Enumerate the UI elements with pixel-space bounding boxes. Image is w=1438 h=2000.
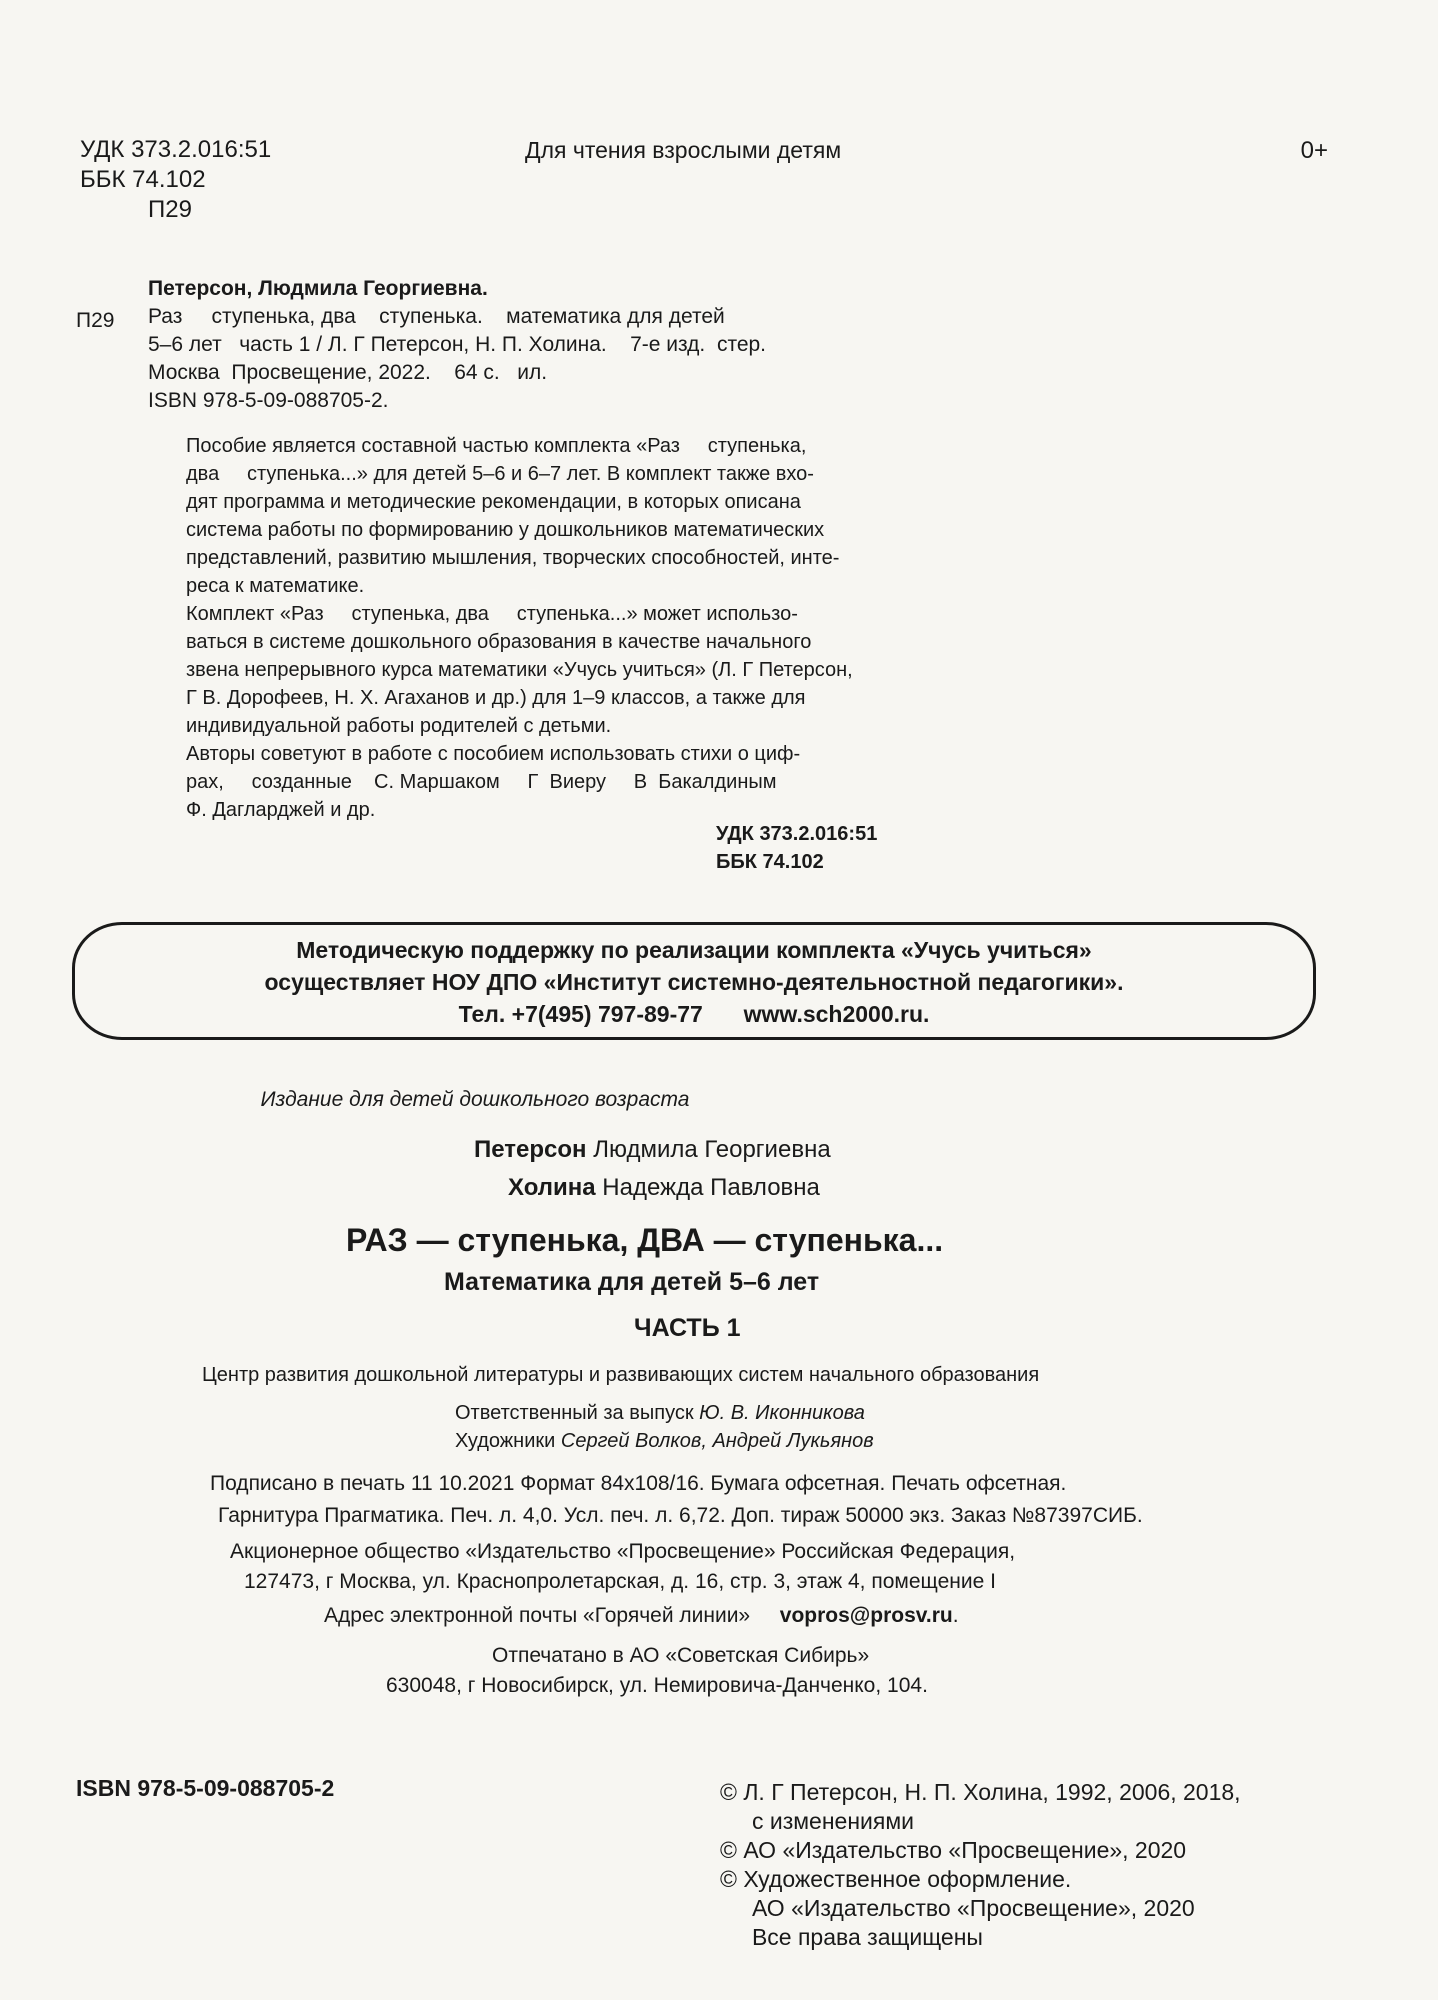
age-note: Для чтения взрослыми детям bbox=[525, 137, 842, 163]
author-2-last: Холина bbox=[508, 1174, 596, 1201]
copyright-line: © Художественное оформление. bbox=[720, 1866, 1072, 1892]
publisher-line-1: Акционерное общество «Издательство «Просвещение» Российская Федерация, bbox=[230, 1540, 1016, 1563]
biblio-line3: Москва Просвещение, 2022. 64 с. ил. bbox=[148, 361, 548, 384]
biblio-line2: 5–6 лет часть 1 / Л. Г Петерсон, Н. П. Холина. 7-е изд. стер. bbox=[148, 333, 767, 356]
book-title: РАЗ — ступенька, ДВА — ступенька... bbox=[346, 1222, 944, 1258]
email-address[interactable]: vopros@prosv.ru bbox=[779, 1604, 953, 1627]
notice-website[interactable]: www.sch2000.ru. bbox=[743, 1001, 930, 1027]
text-line: рах, созданные С. Маршаком Г Виеру В Бакалдиным bbox=[186, 771, 777, 793]
author-1 bbox=[474, 1136, 831, 1164]
publishing-center: Центр развития дошкольной литературы и развивающих систем начального образования bbox=[202, 1364, 1040, 1386]
text-line: индивидуальной работы родителей с детьми. bbox=[186, 715, 612, 737]
annotation-p1-lines bbox=[186, 432, 946, 600]
annotation-p3-lines bbox=[186, 740, 946, 824]
text-line: Пособие является составной частью комплекта «Раз ступенька, bbox=[186, 435, 807, 457]
text-line: система работы по формированию у дошкольников математических bbox=[186, 519, 825, 541]
text-line: Комплект «Раз ступенька, два ступенька...» может использо- bbox=[186, 603, 798, 625]
author-1-first: Людмила Георгиевна bbox=[593, 1136, 831, 1163]
footer-isbn: ISBN 978-5-09-088705-2 bbox=[76, 1775, 335, 1801]
text-line: Ф. Дагларджей и др. bbox=[186, 799, 376, 821]
header-bbk: ББК 74.102 bbox=[80, 166, 206, 193]
text-line: звена непрерывного курса математики «Учусь учиться» (Л. Г Петерсон, bbox=[186, 659, 853, 681]
email-label: Адрес электронной почты «Горячей линии» bbox=[324, 1604, 751, 1627]
book-subtitle: Математика для детей 5–6 лет bbox=[444, 1268, 820, 1296]
header-udk: УДК 373.2.016:51 bbox=[80, 136, 272, 163]
annotation-p2-lines bbox=[186, 600, 946, 740]
publisher-line-2: 127473, г Москва, ул. Краснопролетарская, д. 16, стр. 3, этаж 4, помещение I bbox=[244, 1570, 996, 1593]
author-2 bbox=[508, 1174, 820, 1202]
text-line: дят программа и методические рекомендации, в которых описана bbox=[186, 491, 801, 513]
text-line: ваться в системе дошкольного образования в качестве начального bbox=[186, 631, 812, 653]
artists-label: Художники bbox=[455, 1430, 556, 1452]
copyright-line: с изменениями bbox=[720, 1808, 914, 1834]
printed-by-2: 630048, г Новосибирск, ул. Немировича-Данченко, 104. bbox=[386, 1674, 928, 1697]
header-classification bbox=[80, 135, 271, 225]
artists-names: Сергей Волков, Андрей Лукьянов bbox=[560, 1430, 874, 1452]
annotation-bbk: ББК 74.102 bbox=[716, 851, 824, 873]
copyright-line: © Л. Г Петерсон, Н. П. Холина, 1992, 2006, 2018, bbox=[720, 1779, 1241, 1805]
text-line: Авторы советуют в работе с пособием использовать стихи о циф- bbox=[186, 743, 801, 765]
text-line: реса к математике. bbox=[186, 575, 365, 597]
biblio-line1: Раз ступенька, два ступенька. математика для детей bbox=[148, 305, 725, 328]
printed-by-1: Отпечатано в АО «Советская Сибирь» bbox=[492, 1644, 870, 1667]
responsible-editor bbox=[455, 1402, 865, 1425]
copyright-line: АО «Издательство «Просвещение», 2020 bbox=[720, 1895, 1195, 1921]
hotline-email: Адрес электронной почты «Горячей линии» vopros@prosv.ru. bbox=[324, 1604, 959, 1627]
print-details-1: Подписано в печать 11 10.2021 Формат 84x108/16. Бумага офсетная. Печать офсетная. bbox=[210, 1472, 1067, 1495]
annotation-udk: УДК 373.2.016:51 bbox=[716, 823, 878, 845]
annotation-paragraph-3 bbox=[186, 740, 946, 824]
biblio-author: Петерсон, Людмила Георгиевна. bbox=[148, 277, 488, 300]
author-2-first: Надежда Павловна bbox=[602, 1174, 820, 1201]
notice-phone: Тел. +7(495) 797-89-77 bbox=[458, 1001, 703, 1027]
print-details-2: Гарнитура Прагматика. Печ. л. 4,0. Усл. печ. л. 6,72. Доп. тираж 50000 экз. Заказ №87397СИБ. bbox=[218, 1504, 1143, 1527]
text-line: Г В. Дорофеев, Н. Х. Агаханов и др.) для 1–9 классов, а также для bbox=[186, 687, 806, 709]
biblio-isbn: ISBN 978-5-09-088705-2. bbox=[148, 389, 389, 412]
annotation-classification bbox=[716, 820, 877, 876]
artists bbox=[455, 1430, 874, 1453]
responsible-label: Ответственный за выпуск bbox=[455, 1402, 694, 1424]
header-code: П29 bbox=[148, 196, 192, 223]
annotation-paragraph-2 bbox=[186, 600, 946, 740]
bibliographic-record bbox=[148, 275, 948, 415]
age-rating: 0+ bbox=[1300, 137, 1328, 164]
notice-contacts bbox=[75, 1001, 1313, 1028]
responsible-name: Ю. В. Иконникова bbox=[699, 1402, 865, 1424]
annotation-paragraph-1 bbox=[186, 432, 946, 600]
author-1-last: Петерсон bbox=[474, 1136, 587, 1163]
copyright-line: Все права защищены bbox=[720, 1924, 983, 1950]
copyright-block bbox=[720, 1778, 1241, 1952]
notice-line-1: Методическую поддержку по реализации комплекта «Учусь учиться» bbox=[296, 937, 1092, 963]
text-line: представлений, развитию мышления, творческих способностей, инте- bbox=[186, 547, 840, 569]
support-notice-box bbox=[72, 922, 1316, 1040]
text-line: два ступенька...» для детей 5–6 и 6–7 лет. В комплект также вхо- bbox=[186, 463, 814, 485]
edition-type: Издание для детей дошкольного возраста bbox=[260, 1088, 690, 1111]
book-part: ЧАСТЬ 1 bbox=[634, 1314, 741, 1342]
notice-line-2: осуществляет НОУ ДПО «Институт системно-деятельностной педагогики». bbox=[264, 969, 1124, 995]
biblio-code: П29 bbox=[76, 309, 115, 332]
copyright-line: © АО «Издательство «Просвещение», 2020 bbox=[720, 1837, 1187, 1863]
